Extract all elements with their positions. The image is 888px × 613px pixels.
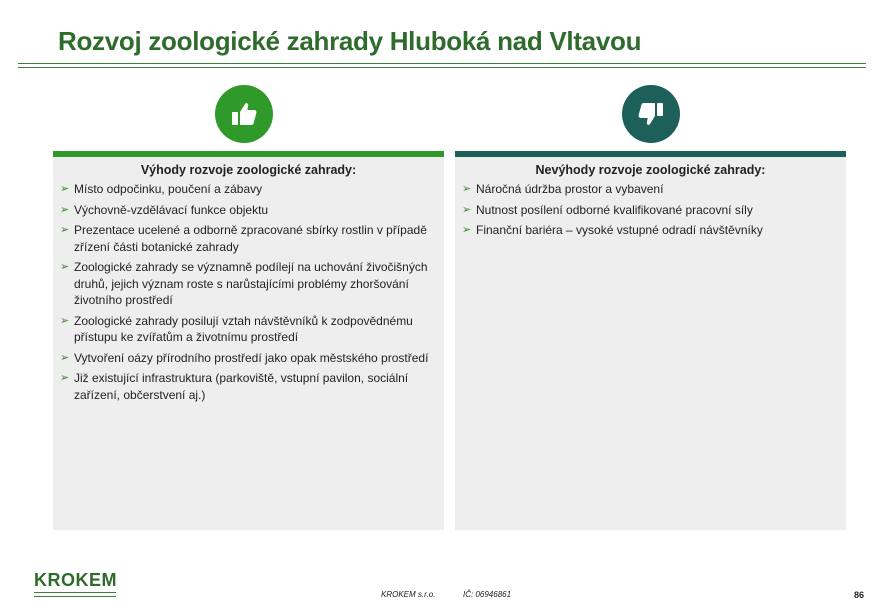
disadvantages-heading: Nevýhody rozvoje zoologické zahrady: bbox=[535, 163, 766, 177]
list-item: ➢ Místo odpočinku, poučení a zábavy bbox=[60, 182, 263, 196]
arrow-bullet-icon: ➢ bbox=[462, 224, 472, 236]
footer-company: KROKEM s.r.o. bbox=[381, 590, 436, 599]
logo-underline-top bbox=[34, 592, 116, 593]
thumbs-down-icon bbox=[622, 85, 680, 143]
footer-ico: IČ: 06946861 bbox=[463, 590, 512, 599]
disadvantages-list bbox=[462, 181, 838, 243]
list-item: ➢ Finanční bariéra – vysoké vstupné odradí návštěvníky bbox=[462, 223, 763, 237]
advantages-heading: Výhody rozvoje zoologické zahrady: bbox=[140, 163, 357, 177]
list-item: ➢ Nutnost posílení odborné kvalifikované pracovní síly bbox=[462, 202, 753, 217]
list-item: ➢ Prezentace ucelené a odborně zpracované sbírky rostlin v případě zřízení části botanické zahrady bbox=[60, 223, 427, 254]
title-rule-bottom bbox=[18, 67, 866, 68]
arrow-bullet-icon: ➢ bbox=[60, 224, 70, 236]
thumbs-up-icon bbox=[215, 85, 273, 143]
list-item: ➢ Zoologické zahrady se významně podílejí na uchování živočišných druhů, jejich význam roste s narůstajícími problémy zhoršování životního prostředí bbox=[60, 260, 428, 307]
krokem-logo: KROKEM bbox=[34, 570, 117, 590]
title-rule-top bbox=[18, 63, 866, 64]
disadvantages-accent-bar bbox=[455, 151, 846, 157]
list-item: ➢ Zoologické zahrady posilují vztah návštěvníků k zodpovědnému přístupu ke zvířatům a životnímu prostředí bbox=[60, 313, 413, 344]
advantages-list bbox=[60, 181, 436, 407]
arrow-bullet-icon: ➢ bbox=[60, 372, 70, 384]
list-item: ➢ Již existující infrastruktura (parkoviště, vstupní pavilon, sociální zařízení, občerstvení aj.) bbox=[60, 371, 409, 402]
arrow-bullet-icon: ➢ bbox=[60, 203, 70, 216]
page-number: 86 bbox=[853, 590, 864, 600]
arrow-bullet-icon: ➢ bbox=[60, 183, 70, 195]
list-item: ➢ Výchovně-vzdělávací funkce objektu bbox=[60, 202, 269, 217]
arrow-bullet-icon: ➢ bbox=[60, 351, 70, 364]
arrow-bullet-icon: ➢ bbox=[60, 314, 70, 327]
list-item: ➢ Vytvoření oázy přírodního prostředí jako opak městského prostředí bbox=[60, 350, 429, 365]
arrow-bullet-icon: ➢ bbox=[462, 183, 472, 195]
arrow-bullet-icon: ➢ bbox=[462, 203, 472, 216]
disadvantages-panel bbox=[455, 151, 846, 530]
list-item: ➢ Náročná údržba prostor a vybavení bbox=[462, 182, 664, 196]
advantages-accent-bar bbox=[53, 151, 444, 157]
arrow-bullet-icon: ➢ bbox=[60, 261, 70, 273]
page-title: Rozvoj zoologické zahrady Hluboká nad Vltavou bbox=[58, 26, 642, 56]
advantages-panel bbox=[53, 151, 444, 530]
logo-underline-bottom bbox=[34, 596, 116, 597]
